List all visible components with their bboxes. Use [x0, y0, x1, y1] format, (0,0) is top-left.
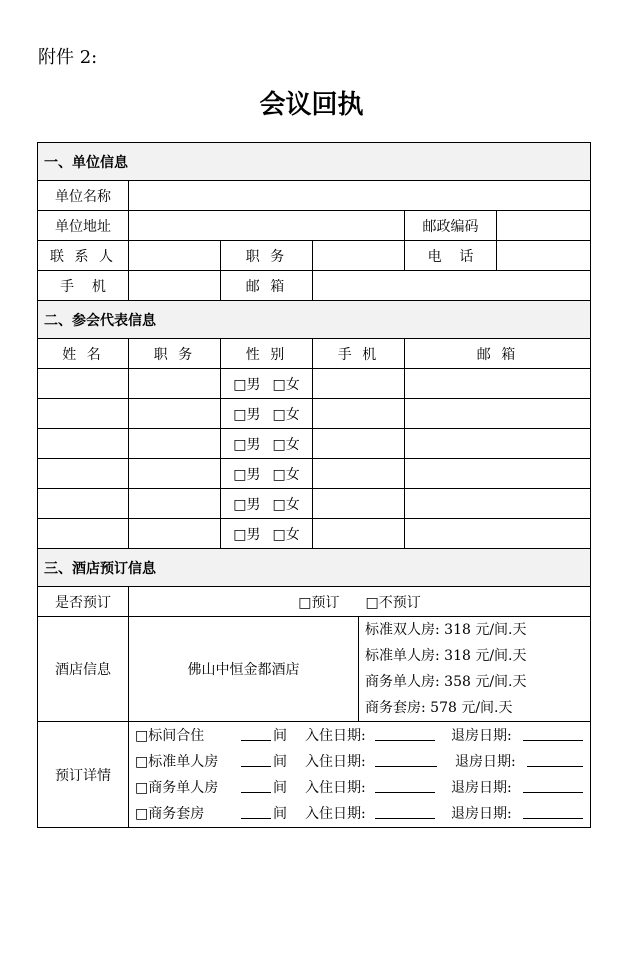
delegate-position-field[interactable] [129, 369, 221, 399]
mobile-label: 手 机 [38, 271, 129, 301]
male-checkbox[interactable]: □男 [233, 436, 261, 453]
checkin-label: 入住日期: [305, 779, 366, 796]
gender-cell [221, 519, 313, 549]
contact-field[interactable] [129, 241, 221, 271]
postcode-label: 邮政编码 [405, 211, 497, 241]
checkin-label: 入住日期: [305, 727, 366, 744]
section-title: 一、单位信息 [38, 143, 591, 181]
delegate-name-field[interactable] [38, 369, 129, 399]
checkout-label: 退房日期: [455, 753, 516, 770]
unit-address-row [38, 211, 591, 241]
female-checkbox[interactable]: □女 [272, 406, 300, 423]
price-item: 商务单人房: 358 元/间.天 [365, 674, 527, 690]
book-no-checkbox[interactable]: □不预订 [365, 594, 421, 611]
female-checkbox[interactable]: □女 [272, 436, 300, 453]
delegate-mobile-field[interactable] [313, 519, 405, 549]
female-checkbox[interactable]: □女 [272, 526, 300, 543]
delegate-mobile-field[interactable] [313, 489, 405, 519]
position-field[interactable] [313, 241, 405, 271]
booking-detail-row [38, 722, 591, 828]
room-count-field[interactable] [241, 775, 271, 793]
room-checkbox[interactable]: □标准单人房 [135, 753, 219, 770]
delegate-position-field[interactable] [129, 489, 221, 519]
delegate-mobile-field[interactable] [313, 429, 405, 459]
room-line [135, 749, 590, 775]
room-count-field[interactable] [241, 749, 271, 767]
delegate-name-field[interactable] [38, 519, 129, 549]
checkout-label: 退房日期: [451, 805, 512, 822]
delegate-email-field[interactable] [405, 459, 591, 489]
gender-cell [221, 489, 313, 519]
delegate-name-field[interactable] [38, 429, 129, 459]
delegate-row [38, 459, 591, 489]
price-item: 标准单人房: 318 元/间.天 [365, 648, 527, 664]
checkout-field[interactable] [523, 775, 583, 793]
female-checkbox[interactable]: □女 [272, 466, 300, 483]
gender-cell [221, 459, 313, 489]
book-options [129, 587, 591, 617]
delegate-position-field[interactable] [129, 429, 221, 459]
room-unit: 间 [273, 805, 287, 822]
checkin-field[interactable] [375, 775, 435, 793]
delegate-name-field[interactable] [38, 489, 129, 519]
section-header-hotel [38, 549, 591, 587]
delegate-row [38, 399, 591, 429]
unit-address-label: 单位地址 [38, 211, 129, 241]
room-line [135, 775, 590, 801]
delegate-row [38, 369, 591, 399]
male-checkbox[interactable]: □男 [233, 466, 261, 483]
section-title: 三、酒店预订信息 [38, 549, 591, 587]
delegate-name-field[interactable] [38, 459, 129, 489]
delegate-header-row [38, 339, 591, 369]
attachment-label: 附件 2: [38, 47, 98, 68]
mobile-field[interactable] [129, 271, 221, 301]
delegate-mobile-field[interactable] [313, 369, 405, 399]
male-checkbox[interactable]: □男 [233, 526, 261, 543]
header-gender: 性 别 [221, 339, 313, 369]
room-checkbox[interactable]: □商务套房 [135, 805, 205, 822]
detail-label: 预订详情 [38, 722, 129, 828]
room-unit: 间 [273, 779, 287, 796]
mobile-row [38, 271, 591, 301]
unit-name-label: 单位名称 [38, 181, 129, 211]
phone-label: 电 话 [405, 241, 497, 271]
room-line [135, 723, 590, 749]
checkout-label: 退房日期: [451, 727, 512, 744]
contact-label: 联 系 人 [38, 241, 129, 271]
checkin-field[interactable] [375, 723, 435, 741]
book-yes-checkbox[interactable]: □预订 [298, 594, 340, 611]
delegate-row [38, 519, 591, 549]
hotel-info-label: 酒店信息 [38, 617, 129, 722]
position-label: 职 务 [221, 241, 313, 271]
price-list [359, 617, 591, 722]
room-count-field[interactable] [241, 723, 271, 741]
checkout-field[interactable] [527, 749, 583, 767]
hotel-name: 佛山中恒金都酒店 [129, 617, 359, 722]
delegate-mobile-field[interactable] [313, 399, 405, 429]
room-checkbox[interactable]: □商务单人房 [135, 779, 219, 796]
header-name: 姓 名 [38, 339, 129, 369]
postcode-field[interactable] [497, 211, 591, 241]
checkout-field[interactable] [523, 801, 583, 819]
checkout-field[interactable] [523, 723, 583, 741]
room-unit: 间 [273, 727, 287, 744]
section-header-unit [38, 143, 591, 181]
email-field[interactable] [313, 271, 591, 301]
unit-name-row [38, 181, 591, 211]
price-item: 商务套房: 578 元/间.天 [365, 700, 513, 716]
unit-name-field[interactable] [129, 181, 591, 211]
delegate-email-field[interactable] [405, 519, 591, 549]
female-checkbox[interactable]: □女 [272, 496, 300, 513]
gender-cell [221, 369, 313, 399]
male-checkbox[interactable]: □男 [233, 406, 261, 423]
room-count-field[interactable] [241, 801, 271, 819]
receipt-form [37, 142, 591, 828]
email-label: 邮 箱 [221, 271, 313, 301]
gender-cell [221, 429, 313, 459]
male-checkbox[interactable]: □男 [233, 496, 261, 513]
room-unit: 间 [273, 753, 287, 770]
checkin-label: 入住日期: [305, 805, 366, 822]
delegate-position-field[interactable] [129, 519, 221, 549]
unit-address-field[interactable] [129, 211, 405, 241]
phone-field[interactable] [497, 241, 591, 271]
book-label: 是否预订 [38, 587, 129, 617]
header-mobile: 手 机 [313, 339, 405, 369]
delegate-row [38, 429, 591, 459]
checkin-field[interactable] [375, 801, 435, 819]
room-line [135, 801, 590, 827]
delegate-email-field[interactable] [405, 399, 591, 429]
room-checkbox[interactable]: □标间合住 [135, 727, 205, 744]
book-row [38, 587, 591, 617]
delegate-position-field[interactable] [129, 459, 221, 489]
female-checkbox[interactable]: □女 [272, 376, 300, 393]
delegate-mobile-field[interactable] [313, 459, 405, 489]
hotel-info-row [38, 617, 591, 722]
header-email: 邮 箱 [405, 339, 591, 369]
checkout-label: 退房日期: [451, 779, 512, 796]
checkin-label: 入住日期: [305, 753, 366, 770]
checkin-field[interactable] [375, 749, 437, 767]
male-checkbox[interactable]: □男 [233, 376, 261, 393]
header-position: 职 务 [129, 339, 221, 369]
delegate-position-field[interactable] [129, 399, 221, 429]
detail-cell [129, 722, 591, 828]
delegate-email-field[interactable] [405, 369, 591, 399]
page-title: 会议回执 [259, 90, 364, 120]
delegate-name-field[interactable] [38, 399, 129, 429]
contact-row [38, 241, 591, 271]
delegate-email-field[interactable] [405, 429, 591, 459]
section-header-delegates [38, 301, 591, 339]
section-title: 二、参会代表信息 [38, 301, 591, 339]
delegate-row [38, 489, 591, 519]
gender-cell [221, 399, 313, 429]
price-item: 标准双人房: 318 元/间.天 [365, 622, 527, 638]
delegate-email-field[interactable] [405, 489, 591, 519]
